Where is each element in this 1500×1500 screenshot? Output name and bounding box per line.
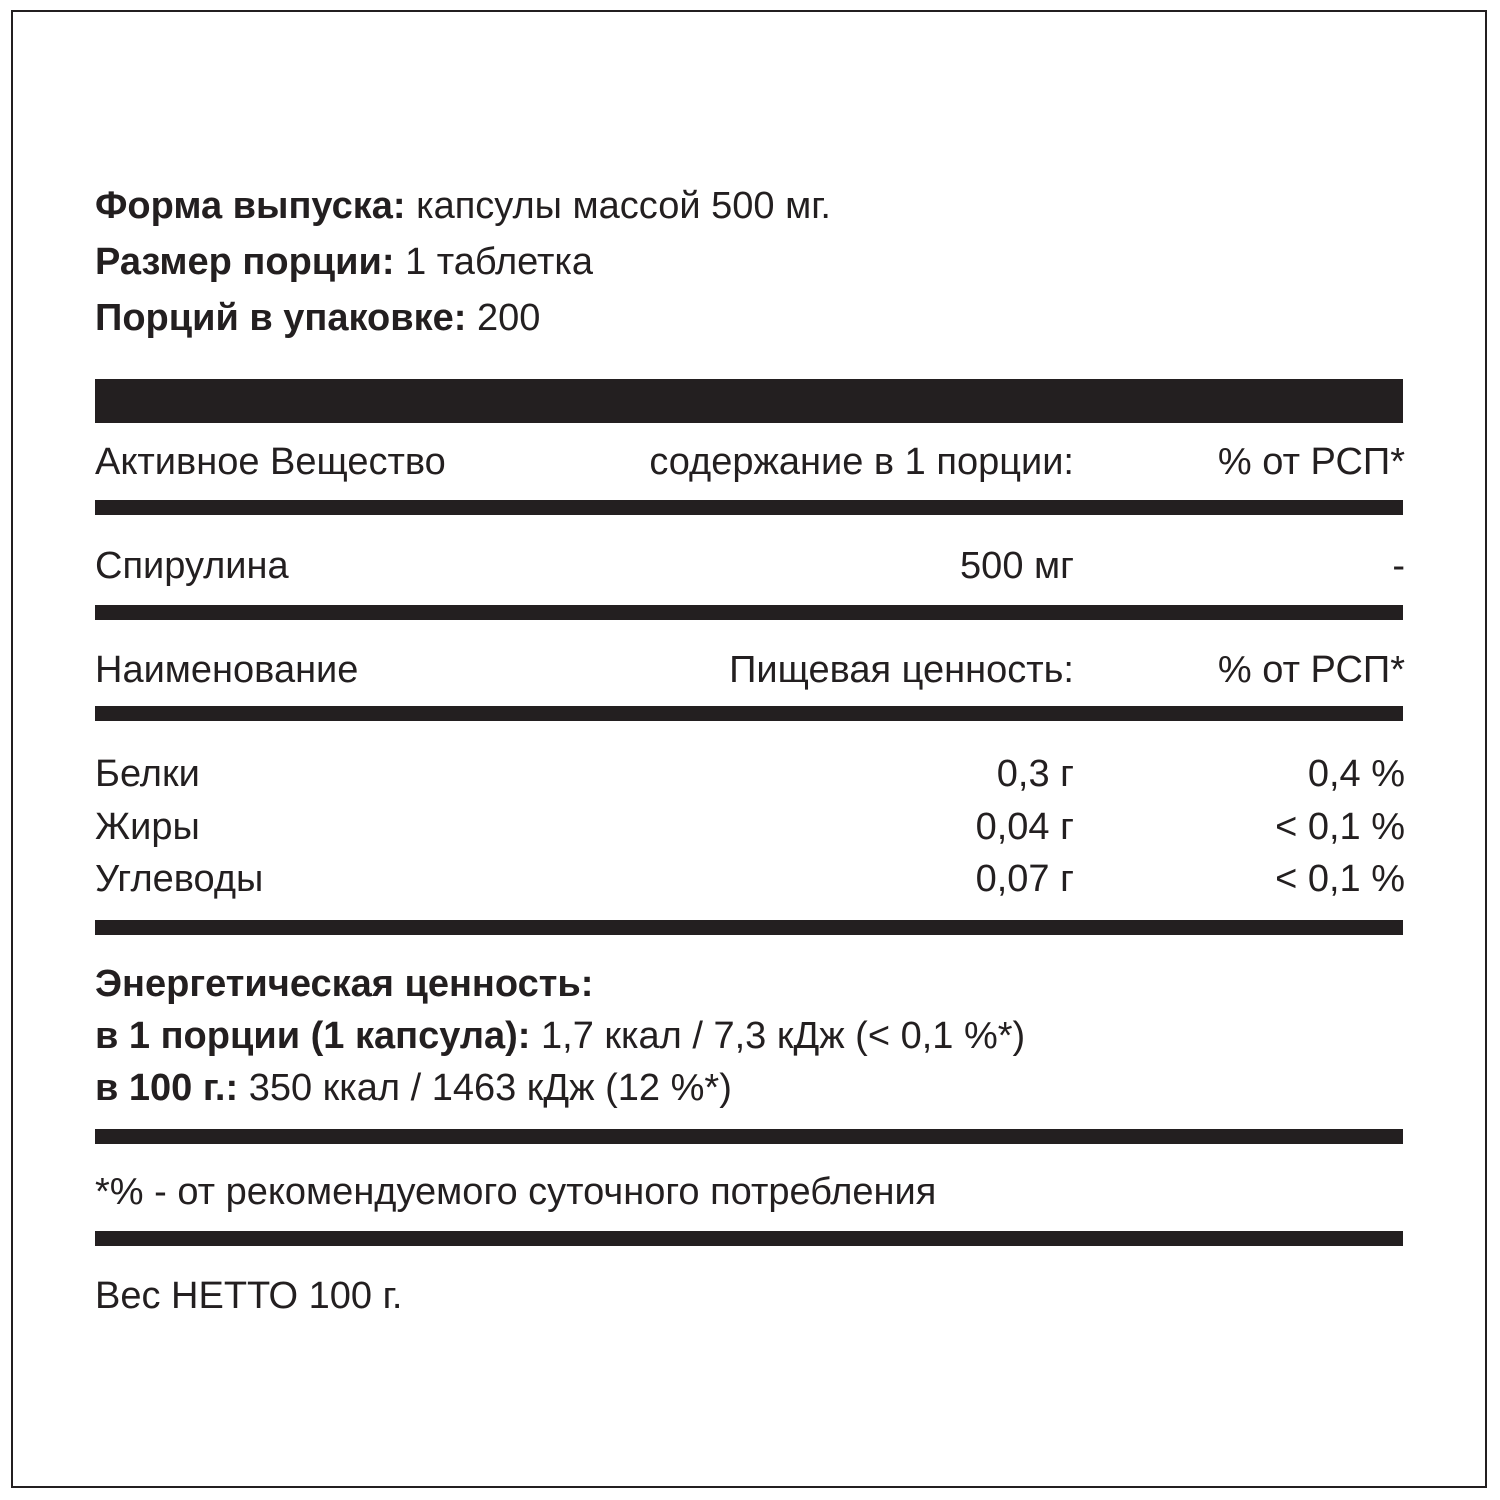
nutrition-row-name: Белки <box>95 753 200 795</box>
energy-per-100g-line <box>95 1066 732 1110</box>
active-row-rdi: - <box>1392 545 1405 587</box>
active-header-amount: содержание в 1 порции: <box>649 441 1074 483</box>
energy-title: Энергетическая ценность: <box>95 963 594 1005</box>
energy-per-100g-label: в 100 г.: <box>95 1067 239 1109</box>
nutrition-row-rdi: < 0,1 % <box>1275 806 1405 848</box>
serving-line <box>95 240 593 284</box>
energy-per-serving-line <box>95 1014 1025 1058</box>
servings-value: 200 <box>476 297 541 339</box>
divider <box>95 500 1403 515</box>
energy-per-serving-label: в 1 порции (1 капсула): <box>95 1015 531 1057</box>
active-row-amount: 500 мг <box>960 545 1074 587</box>
divider <box>95 605 1403 620</box>
nutrition-row-amount: 0,3 г <box>996 753 1074 795</box>
servings-line <box>95 296 540 340</box>
divider <box>95 920 1403 935</box>
divider <box>95 1129 1403 1144</box>
nutrition-row-rdi: < 0,1 % <box>1275 858 1405 900</box>
form-line <box>95 184 831 228</box>
energy-per-100g-value: 350 ккал / 1463 кДж (12 %*) <box>248 1067 732 1109</box>
nutrition-row-rdi: 0,4 % <box>1307 753 1405 795</box>
nutrition-header-amount: Пищевая ценность: <box>729 649 1074 691</box>
form-value: капсулы массой 500 мг. <box>416 185 831 227</box>
servings-label: Порций в упаковке: <box>95 297 467 339</box>
divider <box>95 1231 1403 1246</box>
divider <box>95 706 1403 721</box>
label-frame <box>11 10 1487 1488</box>
nutrition-row-name: Углеводы <box>95 858 264 900</box>
nutrition-header-name: Наименование <box>95 649 359 691</box>
nutrition-row-amount: 0,07 г <box>975 858 1074 900</box>
net-weight: Вес НЕТТО 100 г. <box>95 1275 403 1317</box>
active-header-name: Активное Вещество <box>95 441 446 483</box>
energy-per-serving-value: 1,7 ккал / 7,3 кДж (< 0,1 %*) <box>541 1015 1026 1057</box>
nutrition-row-name: Жиры <box>95 806 200 848</box>
nutrition-header-rdi: % от РСП* <box>1217 649 1405 691</box>
serving-value: 1 таблетка <box>405 241 593 283</box>
active-header-rdi: % от РСП* <box>1217 441 1405 483</box>
header-bar <box>95 379 1403 423</box>
footnote: *% - от рекомендуемого суточного потребления <box>95 1171 937 1213</box>
nutrition-row-amount: 0,04 г <box>975 806 1074 848</box>
form-label: Форма выпуска: <box>95 185 406 227</box>
active-row-name: Спирулина <box>95 545 289 587</box>
serving-label: Размер порции: <box>95 241 395 283</box>
